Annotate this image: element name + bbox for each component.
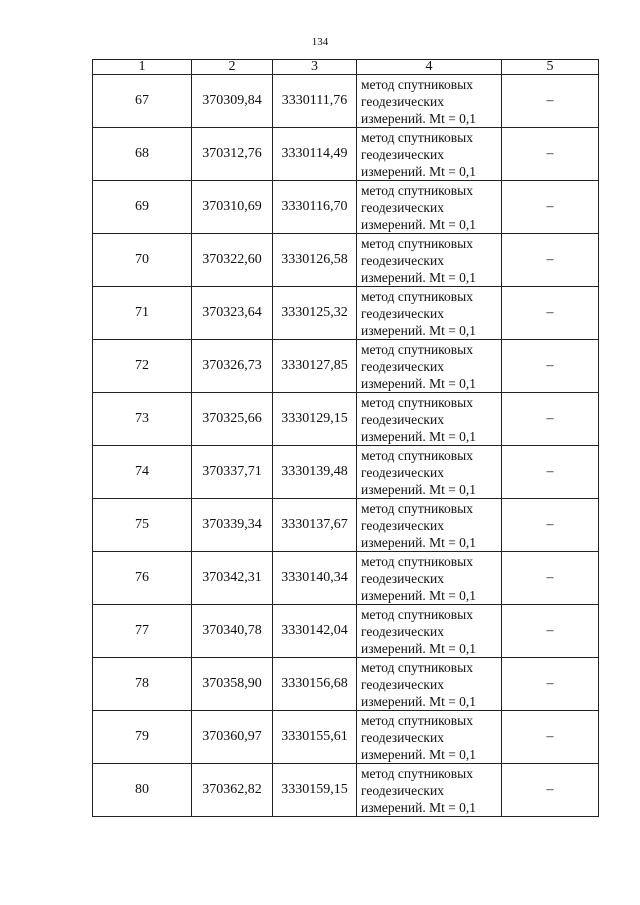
- description-cell: –: [502, 287, 599, 340]
- y-coordinate-cell: 3330155,61: [273, 711, 357, 764]
- point-number-cell: 77: [93, 605, 192, 658]
- x-coordinate-cell: 370322,60: [192, 234, 273, 287]
- point-number-cell: 78: [93, 658, 192, 711]
- point-number-cell: 71: [93, 287, 192, 340]
- method-cell: [357, 711, 502, 764]
- method-line-3: измерений. Mt = 0,1: [361, 428, 477, 444]
- method-line-1: метод спутниковых: [361, 341, 473, 357]
- method-line-2: геодезических: [361, 676, 444, 692]
- x-coordinate-cell: 370358,90: [192, 658, 273, 711]
- method-cell: [357, 393, 502, 446]
- method-line-1: метод спутниковых: [361, 288, 473, 304]
- description-cell: –: [502, 181, 599, 234]
- y-coordinate-cell: 3330129,15: [273, 393, 357, 446]
- method-line-2: геодезических: [361, 570, 444, 586]
- description-cell: –: [502, 499, 599, 552]
- point-number-cell: 75: [93, 499, 192, 552]
- method-line-2: геодезических: [361, 305, 444, 321]
- method-line-2: геодезических: [361, 517, 444, 533]
- method-line-3: измерений. Mt = 0,1: [361, 269, 477, 285]
- y-coordinate-cell: 3330156,68: [273, 658, 357, 711]
- y-coordinate-cell: 3330125,32: [273, 287, 357, 340]
- method-line-1: метод спутниковых: [361, 76, 473, 92]
- method-line-2: геодезических: [361, 252, 444, 268]
- description-cell: –: [502, 340, 599, 393]
- method-line-2: геодезических: [361, 411, 444, 427]
- header-col-4: 4: [357, 60, 502, 75]
- x-coordinate-cell: 370337,71: [192, 446, 273, 499]
- point-number-cell: 76: [93, 552, 192, 605]
- method-line-3: измерений. Mt = 0,1: [361, 640, 477, 656]
- method-line-2: геодезических: [361, 146, 444, 162]
- page-number: 134: [311, 36, 329, 48]
- description-cell: –: [502, 446, 599, 499]
- point-number-cell: 68: [93, 128, 192, 181]
- y-coordinate-cell: 3330111,76: [273, 75, 357, 128]
- method-line-3: измерений. Mt = 0,1: [361, 534, 477, 550]
- table-header: [93, 60, 599, 75]
- header-col-2: 2: [192, 60, 273, 75]
- x-coordinate-cell: 370340,78: [192, 605, 273, 658]
- method-cell: [357, 128, 502, 181]
- x-coordinate-cell: 370312,76: [192, 128, 273, 181]
- method-cell: [357, 605, 502, 658]
- x-coordinate-cell: 370309,84: [192, 75, 273, 128]
- method-cell: [357, 658, 502, 711]
- y-coordinate-cell: 3330114,49: [273, 128, 357, 181]
- table-row: [93, 552, 599, 605]
- table-row: [93, 128, 599, 181]
- table-row: [93, 605, 599, 658]
- description-cell: –: [502, 75, 599, 128]
- table-body: [93, 75, 599, 817]
- method-line-3: измерений. Mt = 0,1: [361, 163, 477, 179]
- method-line-2: геодезических: [361, 782, 444, 798]
- description-cell: –: [502, 658, 599, 711]
- point-number-cell: 70: [93, 234, 192, 287]
- method-cell: [357, 234, 502, 287]
- y-coordinate-cell: 3330137,67: [273, 499, 357, 552]
- point-number-cell: 79: [93, 711, 192, 764]
- method-line-2: геодезических: [361, 729, 444, 745]
- method-line-3: измерений. Mt = 0,1: [361, 110, 477, 126]
- table-row: [93, 393, 599, 446]
- description-cell: –: [502, 711, 599, 764]
- header-row: [93, 60, 599, 75]
- table-row: [93, 499, 599, 552]
- x-coordinate-cell: 370325,66: [192, 393, 273, 446]
- method-line-3: измерений. Mt = 0,1: [361, 799, 477, 815]
- method-line-2: геодезических: [361, 93, 444, 109]
- table-row: [93, 181, 599, 234]
- x-coordinate-cell: 370323,64: [192, 287, 273, 340]
- point-number-cell: 73: [93, 393, 192, 446]
- method-line-1: метод спутниковых: [361, 129, 473, 145]
- description-cell: –: [502, 764, 599, 817]
- table-row: [93, 658, 599, 711]
- y-coordinate-cell: 3330127,85: [273, 340, 357, 393]
- method-line-1: метод спутниковых: [361, 394, 473, 410]
- point-number-cell: 80: [93, 764, 192, 817]
- table-row: [93, 287, 599, 340]
- point-number-cell: 74: [93, 446, 192, 499]
- method-line-2: геодезических: [361, 623, 444, 639]
- method-line-3: измерений. Mt = 0,1: [361, 587, 477, 603]
- method-cell: [357, 181, 502, 234]
- x-coordinate-cell: 370326,73: [192, 340, 273, 393]
- description-cell: –: [502, 128, 599, 181]
- method-cell: [357, 446, 502, 499]
- method-line-2: геодезических: [361, 358, 444, 374]
- x-coordinate-cell: 370342,31: [192, 552, 273, 605]
- x-coordinate-cell: 370362,82: [192, 764, 273, 817]
- description-cell: –: [502, 234, 599, 287]
- table-row: [93, 764, 599, 817]
- x-coordinate-cell: 370339,34: [192, 499, 273, 552]
- method-line-2: геодезических: [361, 199, 444, 215]
- header-col-1: 1: [93, 60, 192, 75]
- table-row: [93, 711, 599, 764]
- method-line-2: геодезических: [361, 464, 444, 480]
- coordinates-table: [92, 59, 599, 817]
- method-line-1: метод спутниковых: [361, 712, 473, 728]
- method-cell: [357, 340, 502, 393]
- method-cell: [357, 75, 502, 128]
- y-coordinate-cell: 3330116,70: [273, 181, 357, 234]
- description-cell: –: [502, 393, 599, 446]
- table-row: [93, 75, 599, 128]
- method-cell: [357, 499, 502, 552]
- method-cell: [357, 552, 502, 605]
- table-row: [93, 446, 599, 499]
- point-number-cell: 67: [93, 75, 192, 128]
- method-line-1: метод спутниковых: [361, 659, 473, 675]
- method-line-3: измерений. Mt = 0,1: [361, 322, 477, 338]
- x-coordinate-cell: 370360,97: [192, 711, 273, 764]
- y-coordinate-cell: 3330126,58: [273, 234, 357, 287]
- header-col-3: 3: [273, 60, 357, 75]
- description-cell: –: [502, 552, 599, 605]
- method-line-3: измерений. Mt = 0,1: [361, 693, 477, 709]
- y-coordinate-cell: 3330159,15: [273, 764, 357, 817]
- point-number-cell: 69: [93, 181, 192, 234]
- header-col-5: 5: [502, 60, 599, 75]
- method-line-3: измерений. Mt = 0,1: [361, 746, 477, 762]
- method-line-1: метод спутниковых: [361, 447, 473, 463]
- y-coordinate-cell: 3330139,48: [273, 446, 357, 499]
- y-coordinate-cell: 3330142,04: [273, 605, 357, 658]
- method-line-1: метод спутниковых: [361, 500, 473, 516]
- table-row: [93, 234, 599, 287]
- table-row: [93, 340, 599, 393]
- method-line-1: метод спутниковых: [361, 235, 473, 251]
- method-line-1: метод спутниковых: [361, 553, 473, 569]
- method-line-1: метод спутниковых: [361, 606, 473, 622]
- method-cell: [357, 764, 502, 817]
- method-line-3: измерений. Mt = 0,1: [361, 481, 477, 497]
- method-line-1: метод спутниковых: [361, 182, 473, 198]
- y-coordinate-cell: 3330140,34: [273, 552, 357, 605]
- method-line-3: измерений. Mt = 0,1: [361, 216, 477, 232]
- method-line-1: метод спутниковых: [361, 765, 473, 781]
- method-cell: [357, 287, 502, 340]
- x-coordinate-cell: 370310,69: [192, 181, 273, 234]
- method-line-3: измерений. Mt = 0,1: [361, 375, 477, 391]
- point-number-cell: 72: [93, 340, 192, 393]
- description-cell: –: [502, 605, 599, 658]
